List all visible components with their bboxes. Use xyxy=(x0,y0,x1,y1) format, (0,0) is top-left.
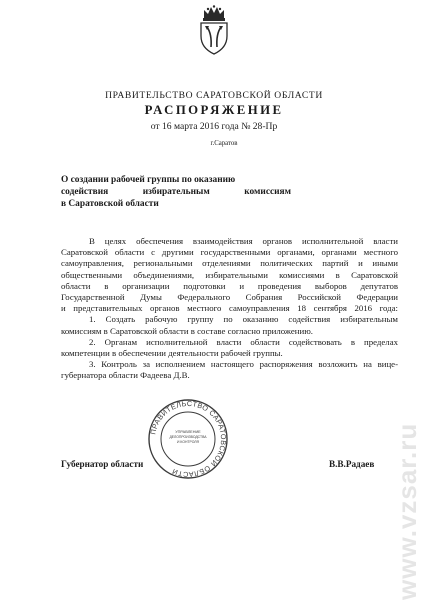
document-subject xyxy=(61,174,291,211)
subject-line: содействия избирательным комиссиям xyxy=(61,187,291,198)
government-name: ПРАВИТЕЛЬСТВО САРАТОВСКОЙ ОБЛАСТИ xyxy=(105,90,323,101)
body-line: Государственной Думы Федерального Собрания Российской Федерации xyxy=(61,292,398,303)
svg-text:ДЕЛОПРОИЗВОДСТВА: ДЕЛОПРОИЗВОДСТВА xyxy=(169,435,207,439)
body-line: губернатора области Фадеева Д.В. xyxy=(61,370,190,381)
body-line: общественными объединениями, избирательными комиссиями в Саратовской xyxy=(61,269,398,280)
body-line: 1. Создать рабочую группу по оказанию содействия избирательным xyxy=(89,314,398,325)
document-date-number: от 16 марта 2016 года № 28-Пр xyxy=(150,121,278,132)
document-type: РАСПОРЯЖЕНИЕ xyxy=(144,103,284,117)
subject-line: О создании рабочей группы по оказанию xyxy=(61,175,236,185)
body-line: области в организации подготовки и проведения выборов депутатов xyxy=(61,280,398,291)
site-watermark xyxy=(392,250,426,600)
svg-text:И КОНТРОЛЯ: И КОНТРОЛЯ xyxy=(177,440,199,444)
document-body xyxy=(61,236,398,382)
body-line: комиссиям в Саратовской области в составе согласно приложению. xyxy=(61,325,313,336)
coat-of-arms-icon xyxy=(192,4,236,56)
svg-text:ПРАВИТЕЛЬСТВО САРАТОВСКОЙ ОБЛА: ПРАВИТЕЛЬСТВО САРАТОВСКОЙ ОБЛАСТИ xyxy=(148,398,229,480)
body-line: В целях обеспечения взаимодействия органов исполнительной власти xyxy=(89,236,398,246)
official-seal-stamp xyxy=(147,398,229,480)
body-line: и представительных органов местного самоуправления 18 сентября 2016 года: xyxy=(61,303,398,314)
signatory-position: Губернатор области xyxy=(61,459,144,469)
body-line: 2. Органам исполнительной власти области содействовать в пределах xyxy=(89,336,398,347)
subject-line: в Саратовской области xyxy=(61,199,159,210)
body-line: 3. Контроль за исполнением настоящего распоряжения возложить на вице- xyxy=(89,359,398,370)
svg-text:УПРАВЛЕНИЕ: УПРАВЛЕНИЕ xyxy=(175,430,201,434)
body-line: самоуправления, региональными отделениями политических партий и иными xyxy=(61,258,398,269)
document-city: г.Саратов xyxy=(210,140,238,147)
signatory-name: В.В.Радаев xyxy=(329,459,375,469)
body-line: Саратовской области с другими государственными органами, органами местного xyxy=(61,247,398,258)
watermark-text: www.vzsar.ru xyxy=(392,422,422,600)
body-line: компетенции в обеспечении деятельности рабочей группы. xyxy=(61,348,283,359)
